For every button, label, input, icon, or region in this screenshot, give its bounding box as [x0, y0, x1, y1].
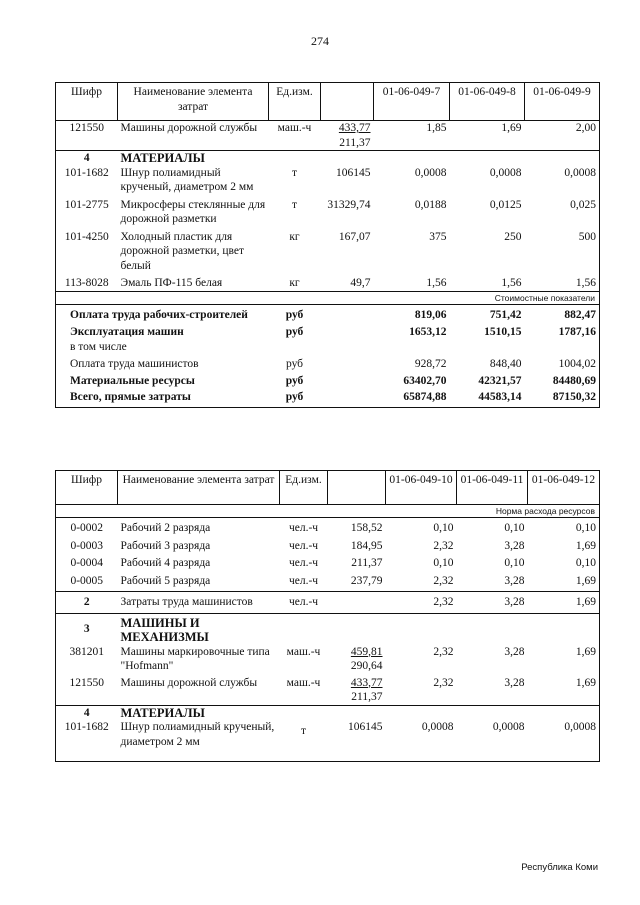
cost-value-3: 1004,02: [558, 358, 596, 370]
cost-value-2: 1510,15: [484, 326, 522, 338]
cost-value-2: 44583,14: [478, 391, 522, 403]
cost-unit: руб: [285, 374, 304, 387]
row-name: Холодный пластик для дорожной разметки, цвет белый: [120, 230, 244, 272]
header-col-3: 01-06-049-9: [525, 83, 600, 121]
row-price: 158,52: [350, 522, 383, 534]
section-row: [56, 151, 600, 166]
table-row: [56, 536, 600, 554]
row-value-1: 1,56: [426, 277, 447, 289]
row-value-1: 2,32: [433, 574, 454, 587]
row-value-1: 2,32: [433, 676, 454, 689]
table-row: [56, 166, 600, 195]
row-code: 101-4250: [64, 230, 109, 243]
resource-table-1: [55, 82, 600, 408]
row-value-2: 3,28: [504, 574, 525, 587]
header-price: [328, 471, 386, 505]
row-name: Рабочий 2 разряда: [120, 522, 211, 534]
row-unit: т: [291, 198, 298, 211]
header-col-1: 01-06-049-10: [386, 471, 457, 505]
row-value-1: 2,32: [433, 539, 454, 552]
cost-value-1: 65874,88: [403, 391, 447, 403]
header-col-2: 01-06-049-8: [450, 83, 525, 121]
header-col-3: 01-06-049-12: [528, 471, 600, 505]
cost-name: Оплата труда машинистов: [70, 358, 199, 370]
row-unit: чел.-ч: [288, 557, 319, 569]
cost-name: Оплата труда рабочих-строителей: [70, 308, 248, 321]
row-value-3: 2,00: [575, 122, 596, 134]
row-name: Микросферы стеклянные для дорожной разметки: [120, 198, 266, 225]
row-value-3: 1,69: [575, 645, 596, 658]
row-code: 121550: [69, 122, 104, 134]
cost-row: [56, 354, 600, 372]
section-title: МАТЕРИАЛЫ: [120, 151, 205, 165]
row-value-2: 0,10: [504, 557, 525, 569]
row-code: 121550: [69, 676, 104, 689]
row-unit: чел.-ч: [288, 539, 319, 552]
cost-value-3: 87150,32: [552, 391, 596, 403]
header-unit: Ед.изм.: [280, 471, 328, 505]
row-price-bottom: 211,37: [351, 691, 383, 703]
cost-value-1: 928,72: [414, 358, 447, 370]
row-price: 211,37: [351, 557, 383, 569]
footer-region-label: Республика Коми: [521, 862, 598, 873]
row-price: 106145: [336, 166, 371, 179]
cost-name: Всего, прямые затраты: [70, 391, 191, 403]
row-code: 101-1682: [64, 166, 109, 179]
row-unit: т: [300, 725, 307, 737]
row-unit: чел.-ч: [288, 596, 319, 608]
row-value-3: 1,69: [575, 574, 596, 587]
row-price-top: 433,77: [338, 122, 371, 134]
cost-row: [56, 340, 600, 355]
section-code: 4: [83, 152, 90, 164]
table-note: Стоимостные показатели: [494, 292, 595, 303]
cost-value-3: 882,47: [564, 308, 596, 321]
row-value-1: 0,0008: [414, 166, 447, 179]
table-row: [56, 674, 600, 706]
table-row: [56, 518, 600, 536]
table-row: [56, 195, 600, 227]
row-value-3: 1,69: [575, 539, 596, 552]
row-value-2: 250: [504, 230, 522, 243]
table-note-row: [56, 505, 600, 518]
row-value-2: 0,0008: [489, 166, 522, 179]
page-number: 274: [311, 34, 329, 48]
cost-unit: руб: [285, 358, 304, 370]
table-row: [56, 273, 600, 291]
table-row: [56, 645, 600, 674]
row-name: Шнур полиамидный крученый, диаметром 2 мм: [120, 721, 275, 748]
row-value-2: 3,28: [504, 676, 525, 689]
row-unit: маш.-ч: [277, 122, 312, 134]
row-value-2: 0,0008: [492, 721, 525, 733]
row-value-3: 500: [578, 230, 596, 243]
row-price: 184,95: [350, 539, 383, 552]
row-name: Рабочий 5 разряда: [120, 574, 211, 587]
header-col-2: 01-06-049-11: [457, 471, 528, 505]
header-name: Наименование элемента затрат: [118, 471, 280, 505]
row-value-3: 1,69: [575, 596, 596, 608]
table-note: Норма расхода ресурсов: [495, 506, 595, 516]
header-price: [321, 83, 374, 121]
cost-row: [56, 304, 600, 322]
cost-row: [56, 322, 600, 340]
row-unit: маш.-ч: [286, 645, 321, 658]
row-value-2: 0,0125: [489, 198, 522, 211]
row-code: 113-8028: [64, 277, 109, 289]
cost-name: Эксплуатация машин: [70, 326, 184, 338]
row-value-3: 1,69: [575, 676, 596, 689]
row-unit: т: [291, 166, 298, 179]
table-row: [56, 121, 600, 151]
table-row: [56, 227, 600, 274]
row-value-3: 0,025: [570, 198, 596, 211]
row-unit: чел.-ч: [288, 574, 319, 587]
row-value-2: 0,10: [504, 522, 525, 534]
row-price: 237,79: [350, 574, 383, 587]
row-unit: маш.-ч: [286, 676, 321, 689]
section-row: [56, 705, 600, 720]
section-code: 3: [83, 622, 90, 635]
row-name: Машины дорожной службы: [120, 122, 258, 134]
section-code: 4: [83, 706, 90, 719]
cost-value-1: 819,06: [414, 308, 447, 321]
section-row: [56, 613, 600, 645]
row-value-3: 0,0008: [564, 721, 596, 733]
row-value-3: 1,56: [575, 277, 596, 289]
cost-value-2: 751,42: [489, 308, 522, 321]
row-value-1: 2,32: [433, 645, 454, 658]
section-title: МАШИНЫ И МЕХАНИЗМЫ: [120, 615, 209, 644]
row-code: 101-2775: [64, 198, 109, 211]
resource-table-2: [55, 470, 600, 762]
row-value-1: 375: [429, 230, 447, 243]
row-unit: кг: [289, 230, 300, 243]
row-price: 31329,74: [327, 198, 371, 211]
table-row: [56, 720, 600, 761]
cost-unit: руб: [285, 326, 304, 338]
cost-unit: руб: [285, 308, 304, 321]
cost-value-2: 42321,57: [478, 374, 522, 387]
row-value-3: 0,0008: [564, 166, 596, 179]
cost-value-1: 1653,12: [409, 326, 447, 338]
row-value-2: 3,28: [504, 645, 525, 658]
cost-value-3: 84480,69: [552, 374, 596, 387]
row-name: Машины дорожной службы: [120, 676, 258, 689]
row-value-1: 0,10: [433, 557, 454, 569]
row-price-bottom: 290,64: [350, 660, 383, 672]
table-row: [56, 553, 600, 571]
row-name: Рабочий 3 разряда: [120, 539, 211, 552]
section-title: МАТЕРИАЛЫ: [120, 705, 205, 720]
row-value-2: 1,69: [501, 122, 522, 134]
row-value-1: 2,32: [433, 596, 454, 608]
row-value-3: 0,10: [575, 557, 596, 569]
header-name: Наименование элемента затрат: [118, 83, 269, 121]
cost-value-3: 1787,16: [558, 326, 596, 338]
row-code: 0-0002: [70, 522, 104, 534]
row-name: Рабочий 4 разряда: [120, 557, 211, 569]
row-value-2: 1,56: [501, 277, 522, 289]
row-price-top: 433,77: [350, 676, 383, 689]
row-code: 0-0004: [70, 557, 104, 569]
row-name: Машины маркировочные типа "Hofmann": [120, 645, 270, 672]
row-value-1: 1,85: [426, 122, 447, 134]
row-name: Затраты труда машинистов: [120, 596, 253, 608]
row-code: 0-0005: [70, 574, 104, 587]
cost-value-1: 63402,70: [403, 374, 447, 387]
row-code: 381201: [69, 645, 104, 658]
row-value-1: 0,0188: [414, 198, 447, 211]
row-price: 106145: [348, 721, 383, 733]
row-price-top: 459,81: [350, 645, 383, 658]
header-unit: Ед.изм.: [269, 83, 321, 121]
row-unit: кг: [289, 277, 300, 289]
row-value-1: 0,10: [433, 522, 454, 534]
row-price: 49,7: [350, 277, 371, 289]
header-col-1: 01-06-049-7: [374, 83, 450, 121]
cost-unit: руб: [285, 391, 304, 403]
row-code: 0-0003: [70, 539, 104, 552]
row-value-3: 0,10: [575, 522, 596, 534]
row-price: [328, 592, 386, 614]
row-price: 167,07: [338, 230, 371, 243]
row-code: 2: [83, 596, 90, 608]
cost-name: Материальные ресурсы: [70, 374, 195, 387]
cost-row: [56, 372, 600, 389]
row-unit: чел.-ч: [288, 522, 319, 534]
header-code: Шифр: [56, 471, 118, 505]
cost-name: в том числе: [70, 340, 127, 353]
table-row: [56, 571, 600, 592]
cost-row: [56, 388, 600, 407]
row-name: Эмаль ПФ-115 белая: [120, 277, 223, 289]
row-code: 101-1682: [64, 721, 109, 733]
cost-value-2: 848,40: [489, 358, 522, 370]
row-value-2: 3,28: [504, 596, 525, 608]
row-name: Шнур полиамидный крученый, диаметром 2 мм: [120, 166, 254, 193]
row-value-1: 0,0008: [421, 721, 454, 733]
table-row: [56, 592, 600, 614]
row-value-2: 3,28: [504, 539, 525, 552]
table-note-row: [56, 291, 600, 304]
row-price-bottom: 211,37: [339, 136, 371, 149]
header-code: Шифр: [56, 83, 118, 121]
